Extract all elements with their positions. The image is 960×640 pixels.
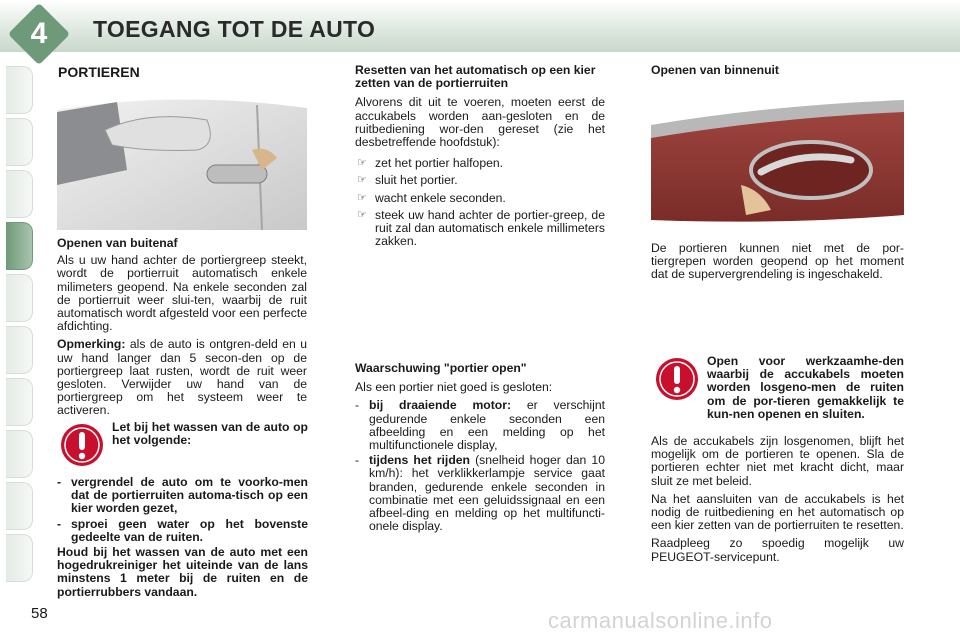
chapter-tab-9[interactable]	[6, 482, 33, 530]
chapter-tab-1[interactable]	[6, 66, 33, 114]
inside-text: De portieren kunnen niet met de por-tiergrepen worden geopend op het moment dat de supervergrendeling is ingeschakeld.	[651, 241, 904, 282]
section-title: PORTIEREN	[58, 64, 140, 80]
pointing-hand-icon: ☞	[357, 157, 367, 170]
chapter-tab-10[interactable]	[6, 534, 33, 582]
chapter-tab-4-active[interactable]	[6, 222, 33, 270]
battery-paragraph: Raadpleeg zo spoedig mogelijk uw PEUGEOT-servicepunt.	[651, 536, 904, 564]
reset-step: ☞ zet het portier halfopen.	[357, 156, 504, 171]
chapter-tab-5[interactable]	[6, 274, 33, 322]
wash-warning-heading: Let bij het wassen van de auto op het volgende:	[112, 420, 308, 448]
remark-label: Opmerking:	[57, 337, 126, 352]
door-open-warning-item: - tijdens het rijden (snelheid hoger dan 10 km/h): het verklikkerlampje service gaat branden, gedurende enkele seconden in combinatie met een geluidssignaal en een afbeel-ding en melding op het multifuncti-onele display.	[355, 453, 605, 534]
chapter-tab-8[interactable]	[6, 430, 33, 478]
reset-step: ☞ steek uw hand achter de portier-greep, de ruit zal dan automatisch enkele millimeters zakken.	[357, 207, 605, 249]
pointing-hand-icon: ☞	[357, 191, 367, 204]
battery-warning-heading: Open voor werkzaamhe-den waarbij de accukabels moeten worden losgeno-men de ruiten om de por-tieren gemakkelijk te kun-nen openen en sluiten.	[707, 354, 904, 421]
chapter-tab-3[interactable]	[6, 170, 33, 218]
outside-heading: Openen van buitenaf	[57, 236, 178, 250]
pointing-hand-icon: ☞	[357, 174, 367, 187]
remark-paragraph	[57, 338, 307, 417]
warning-icon	[60, 423, 104, 467]
chapter-tab-2[interactable]	[6, 118, 33, 166]
chapter-tabs	[0, 60, 40, 580]
reset-intro: Alvorens dit uit te voeren, moeten eerst de accukabels worden aan-gesloten en de ruitbediening wor-den gereset (zie het desbetreffende hoofdstuk):	[355, 95, 605, 150]
watermark: carmanualsonline.info	[548, 608, 773, 633]
inside-heading: Openen van binnenuit	[651, 63, 779, 77]
pointing-hand-icon: ☞	[357, 208, 367, 221]
door-handle-outside-image	[57, 90, 307, 230]
chapter-number: 4	[30, 17, 48, 50]
chapter-tab-6[interactable]	[6, 326, 33, 374]
outside-text: Als u uw hand achter de portiergreep steekt, wordt de portierruit automatisch enkele milimeters geopend. Na enkele seconden zal de portierruit weer slui-ten, waarbij de ruit automatisch wordt afgesteld voor een perfecte afdichting.	[57, 253, 307, 334]
door-open-warning-intro: Als een portier niet goed is gesloten:	[355, 380, 553, 395]
door-handle-inside-image	[651, 90, 904, 230]
wash-warning-item: - sproei geen water op het bovenste gedeelte van de ruiten.	[57, 516, 308, 544]
page-number: 58	[31, 605, 48, 622]
battery-paragraph: Als de accukabels zijn losgenomen, blijft het mogelijk om de portieren te openen. Sla de portieren echter niet met kracht dicht, maar sluit ze met beleid.	[651, 434, 904, 488]
chapter-tab-7[interactable]	[6, 378, 33, 426]
chapter-title: TOEGANG TOT DE AUTO	[93, 16, 376, 42]
remark-text: als de auto is ontgren-deld en u uw hand langer dan 5 secon-den op de portiergreep laat rusten, wordt de ruit weer gesloten. Verwijder uw hand van de portiergreep om het systeem weer te activeren.	[57, 337, 307, 418]
door-open-warning-item: - bij draaiende motor: er verschijnt gedurende enkele seconden een afbeelding en een melding op het multifunctionele display,	[355, 398, 605, 453]
battery-paragraph: Na het aansluiten van de accukabels is het nodig de ruitbediening en het automatisch op een kier zetten van de portierruiten te resetten.	[651, 491, 904, 533]
door-open-warning-title: Waarschuwing "portier open"	[355, 361, 527, 375]
warning-icon	[655, 357, 699, 401]
wash-warning-item: - vergrendel de auto om te voorko-men dat de portierruiten automa-tisch op een kier worden gezet,	[57, 475, 308, 516]
reset-step: ☞ wacht enkele seconden.	[357, 190, 506, 205]
reset-heading: Resetten van het automatisch op een kier zetten van de portierruiten	[355, 63, 596, 91]
wash-warning-footer: Houd bij het wassen van de auto met een hogedrukreiniger het uiteinde van de lans minstens 1 meter bij de ruiten en de portierrubbers vandaan.	[57, 545, 308, 599]
reset-step: ☞ sluit het portier.	[357, 173, 458, 188]
